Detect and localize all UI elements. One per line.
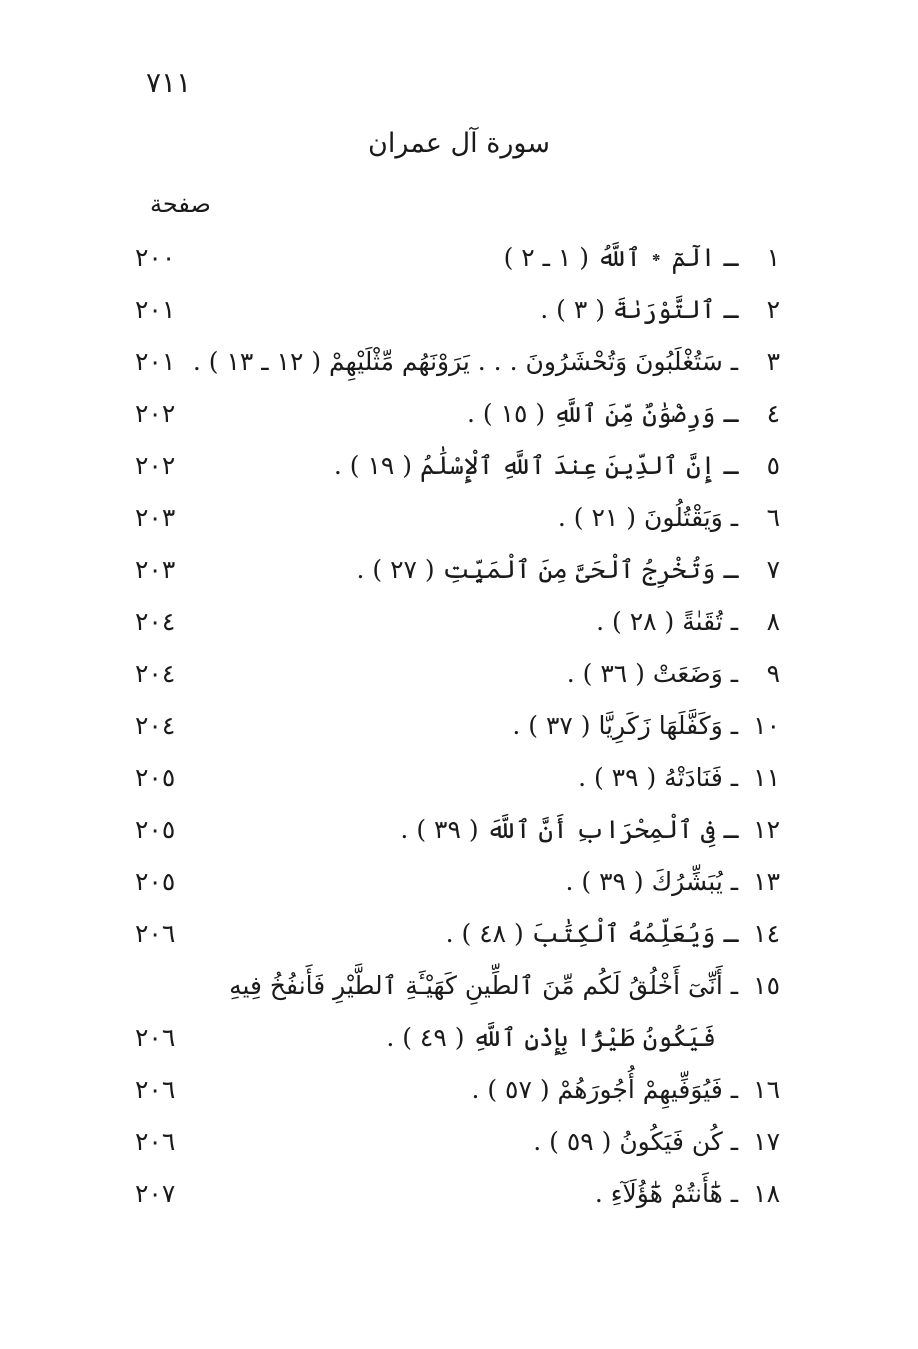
entry-number: ٢ [766,295,780,324]
entry-number: ١٤ [753,919,780,948]
entry-phrase: ـ سَتُغْلَبُونَ وَتُحْشَرُونَ . . . يَرَوْنَهُم مِّثْلَيْهِمْ ( ١٢ ـ ١٣ ) . [192,347,739,376]
entry-text-line [578,758,780,798]
entry-phrase: ـ فَنَادَتْهُ ( ٣٩ ) . [578,763,739,792]
entry-page-number: ٢٠٥ [135,763,176,792]
entry-page-number: ٢٠٦ [135,919,176,948]
entry-phrase: ـ وَرِضْوَٰنٌ مِّنَ ٱللَّهِ ( ١٥ ) . [466,399,739,428]
entry-page-number: ٢٠٤ [135,607,176,636]
page-number: ٧١١ [146,66,192,99]
entry-text-line [567,654,780,694]
entry-number: ١٢ [753,815,780,844]
index-entry [0,1070,918,1122]
entry-text-line [356,550,780,590]
entry-number: ٨ [766,607,780,636]
index-entry [0,1174,918,1226]
index-entry [0,966,918,1018]
entry-phrase: ـ تُقَىٰةً ( ٢٨ ) . [596,607,739,636]
entry-number: ١ [766,243,780,272]
entry-number: ١٥ [753,971,780,1000]
entry-text-line [400,810,780,850]
entry-phrase: ـ إِنَّ ٱلدِّينَ عِندَ ٱللَّهِ ٱلْإِسْلَٰمُ ( ١٩ ) . [333,451,739,480]
entry-page-number: ٢٠٧ [135,1179,176,1208]
entry-text-line [512,706,780,746]
entry-phrase: فَيَكُونُ طَيْرًۢا بِإِذْنِ ٱللَّهِ ( ٤٩ ) . [386,1023,716,1052]
entry-page-number: ٢٠٥ [135,867,176,896]
index-entry-continuation [0,1018,918,1070]
entry-text-line [334,446,780,486]
index-entry [0,862,918,914]
entry-page-number: ٢٠٣ [135,555,176,584]
entry-number: ٥ [766,451,780,480]
entry-page-number: ٢٠٦ [135,1127,176,1156]
entry-number: ٩ [766,659,780,688]
entry-number: ١١ [753,763,780,792]
entry-page-number: ٢٠٦ [135,1075,176,1104]
entry-text-line [595,1174,780,1214]
entry-phrase: ـ الٓمٓ ٭ ٱللَّهُ ( ١ ـ ٢ ) [503,243,739,272]
entry-text-line [504,238,780,278]
index-entry [0,654,918,706]
entry-text-line [193,342,780,382]
index-entry [0,498,918,550]
index-entry [0,290,918,342]
entry-number: ٣ [766,347,780,376]
entry-page-number: ٢٠٤ [135,659,176,688]
entry-page-number: ٢٠٣ [135,503,176,532]
entry-number: ٧ [766,555,780,584]
index-entry [0,238,918,290]
entry-page-number: ٢٠٢ [135,451,176,480]
index-entry [0,914,918,966]
entry-phrase: ـ ٱلتَّوْرَىٰةَ ( ٣ ) . [540,295,739,324]
entry-phrase: ـ فَيُوَفِّيهِمْ أُجُورَهُمْ ( ٥٧ ) . [471,1075,739,1104]
entry-text-line [467,394,780,434]
entry-page-number: ٢٠٠ [135,243,176,272]
entry-text-line [229,966,780,1006]
surah-title: سورة آل عمران [368,128,550,159]
entry-text-line [558,498,780,538]
entry-text-line [386,1018,750,1058]
entry-number: ١٣ [753,867,780,896]
page-column-label: صفحة [150,190,211,218]
entry-phrase: ـ يُبَشِّرُكَ ( ٣٩ ) . [565,867,739,896]
entry-text-line [540,290,780,330]
entry-page-number: ٢٠١ [135,295,176,324]
entry-phrase: ـ كُن فَيَكُونُ ( ٥٩ ) . [533,1127,739,1156]
entry-phrase: ـ وَضَعَتْ ( ٣٦ ) . [566,659,739,688]
entry-phrase: ـ هَٰٓأَنتُمْ هَٰٓؤُلَآءِ . [594,1179,739,1208]
entry-page-number: ٢٠٢ [135,399,176,428]
entry-number: ٤ [766,399,780,428]
entry-page-number: ٢٠٦ [135,1023,176,1052]
index-entry [0,550,918,602]
entry-number: ٦ [766,503,780,532]
entry-phrase: ـ وَيَقْتُلُونَ ( ٢١ ) . [557,503,739,532]
entry-number: ١٧ [753,1127,780,1156]
entry-text-line [533,1122,780,1162]
entry-text-line [596,602,780,642]
entry-phrase: ـ وَيُعَلِّمُهُ ٱلْكِتَٰبَ ( ٤٨ ) . [445,919,739,948]
index-entry [0,758,918,810]
entry-text-line [446,914,780,954]
index-entry [0,1122,918,1174]
index-entry [0,602,918,654]
entry-text-line [471,1070,780,1110]
index-entry [0,394,918,446]
index-entry [0,706,918,758]
index-entry [0,446,918,498]
entry-page-number: ٢٠٥ [135,815,176,844]
entry-page-number: ٢٠١ [135,347,176,376]
entry-phrase: ـ فِى ٱلْمِحْرَابِ أَنَّ ٱللَّهَ ( ٣٩ ) . [400,815,739,844]
entry-phrase: ـ وَكَفَّلَهَا زَكَرِيَّا ( ٣٧ ) . [512,711,739,740]
entry-phrase: ـ أَنِّىٓ أَخْلُقُ لَكُم مِّنَ ٱلطِّينِ كَهَيْـَٔةِ ٱلطَّيْرِ فَأَنفُخُ فِيهِ [229,971,739,1000]
entry-phrase: ـ وَتُخْرِجُ ٱلْحَىَّ مِنَ ٱلْمَيِّتِ ( ٢٧ ) . [356,555,739,584]
entry-text-line [565,862,780,902]
entry-number: ١٦ [753,1075,780,1104]
entry-page-number: ٢٠٤ [135,711,176,740]
index-entry [0,810,918,862]
index-entry [0,342,918,394]
entry-number: ١٨ [753,1179,780,1208]
entry-number: ١٠ [753,711,780,740]
